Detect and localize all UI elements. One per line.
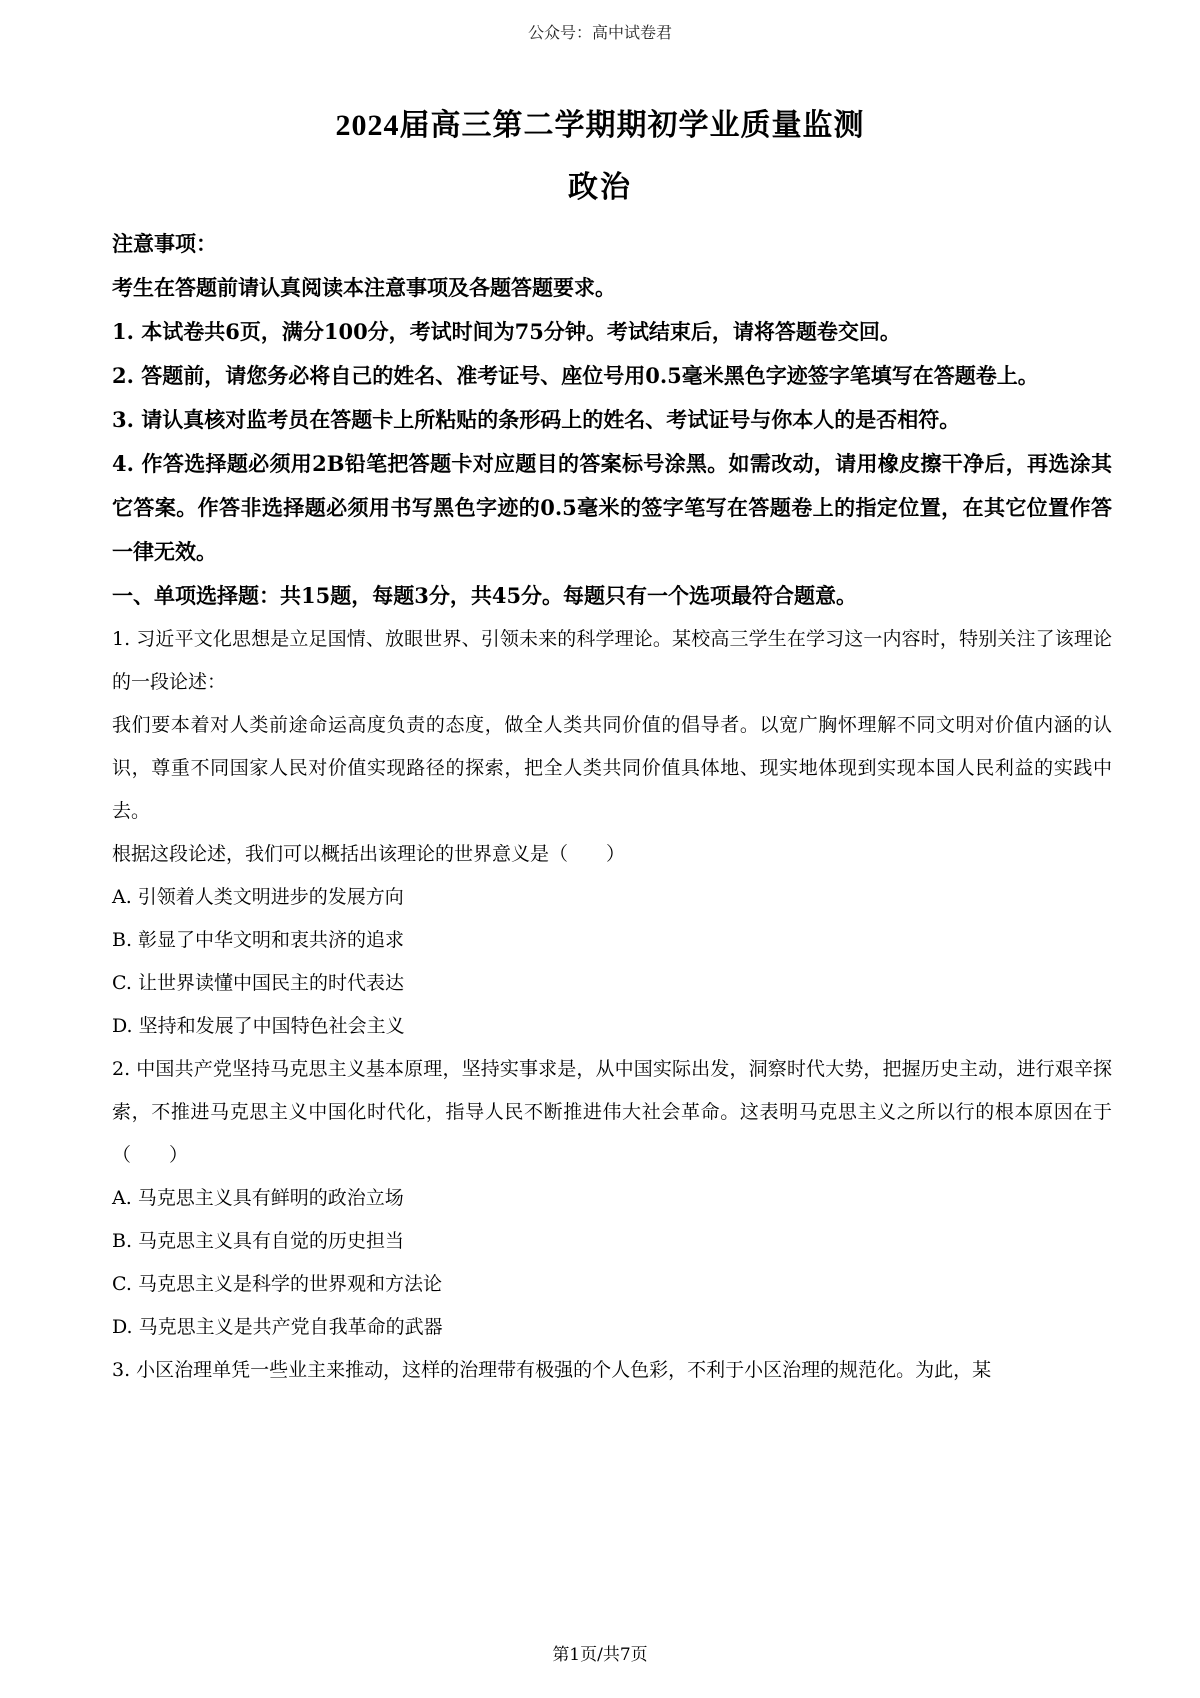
exam-title: 2024届高三第二学期期初学业质量监测 xyxy=(335,109,865,142)
option-d: D. 马克思主义是共产党自我革命的武器 xyxy=(112,1316,443,1338)
question-ask: 根据这段论述，我们可以概括出该理论的世界意义是（ ） xyxy=(112,843,626,865)
option-b: B. 马克思主义具有自觉的历史担当 xyxy=(112,1230,405,1252)
question-stem: 1. 习近平文化思想是立足国情、放眼世界、引领未来的科学理论。某校高三学生在学习这一内容时，特别关注了该理论的一段论述： xyxy=(112,628,1112,693)
page-number: 第1页/共7页 xyxy=(552,1645,648,1665)
question-3 xyxy=(112,1349,1112,1392)
option-d: D. 坚持和发展了中国特色社会主义 xyxy=(112,1015,405,1037)
notice-intro: 考生在答题前请认真阅读本注意事项及各题答题要求。 xyxy=(112,275,616,300)
notice-item: 2. 答题前，请您务必将自己的姓名、准考证号、座位号用0.5毫米黑色字迹签字笔填写在答题卷上。 xyxy=(112,363,1039,388)
question-1 xyxy=(112,618,1112,1048)
option-c: C. 让世界读懂中国民主的时代表达 xyxy=(112,972,404,994)
option-a: A. 马克思主义具有鲜明的政治立场 xyxy=(112,1187,404,1209)
exam-content xyxy=(112,222,1112,1392)
notice-heading: 注意事项： xyxy=(112,231,217,256)
source-header: 公众号：高中试卷君 xyxy=(527,23,672,42)
notice-item: 4. 作答选择题必须用2B铅笔把答题卡对应题目的答案标号涂黑。如需改动，请用橡皮擦干净后，再选涂其它答案。作答非选择题必须用书写黑色字迹的0.5毫米的签字笔写在答题卷上的指定位置，在其它位置作答一律无效。 xyxy=(112,451,1112,564)
notice-item: 1. 本试卷共6页，满分100分，考试时间为75分钟。考试结束后，请将答题卷交回。 xyxy=(112,319,901,344)
section-heading: 一、单项选择题：共15题，每题3分，共45分。每题只有一个选项最符合题意。 xyxy=(112,583,858,608)
notice-item: 3. 请认真核对监考员在答题卡上所粘贴的条形码上的姓名、考试证号与你本人的是否相符。 xyxy=(112,407,961,432)
question-2 xyxy=(112,1048,1112,1349)
option-b: B. 彰显了中华文明和衷共济的追求 xyxy=(112,929,405,951)
question-stem: 2. 中国共产党坚持马克思主义基本原理，坚持实事求是，从中国实际出发，洞察时代大势，把握历史主动，进行艰辛探索，不推进马克思主义中国化时代化，指导人民不断推进伟大社会革命。这表明马克思主义之所以行的根本原因在于（ ） xyxy=(112,1058,1112,1166)
subject-title: 政治 xyxy=(568,171,632,204)
question-stem: 3. 小区治理单凭一些业主来推动，这样的治理带有极强的个人色彩，不利于小区治理的规范化。为此，某 xyxy=(112,1359,992,1381)
option-c: C. 马克思主义是科学的世界观和方法论 xyxy=(112,1273,442,1295)
option-a: A. 引领着人类文明进步的发展方向 xyxy=(112,886,404,908)
question-quote: 我们要本着对人类前途命运高度负责的态度，做全人类共同价值的倡导者。以宽广胸怀理解不同文明对价值内涵的认识，尊重不同国家人民对价值实现路径的探索，把全人类共同价值具体地、现实地体现到实现本国人民利益的实践中去。 xyxy=(112,714,1112,822)
